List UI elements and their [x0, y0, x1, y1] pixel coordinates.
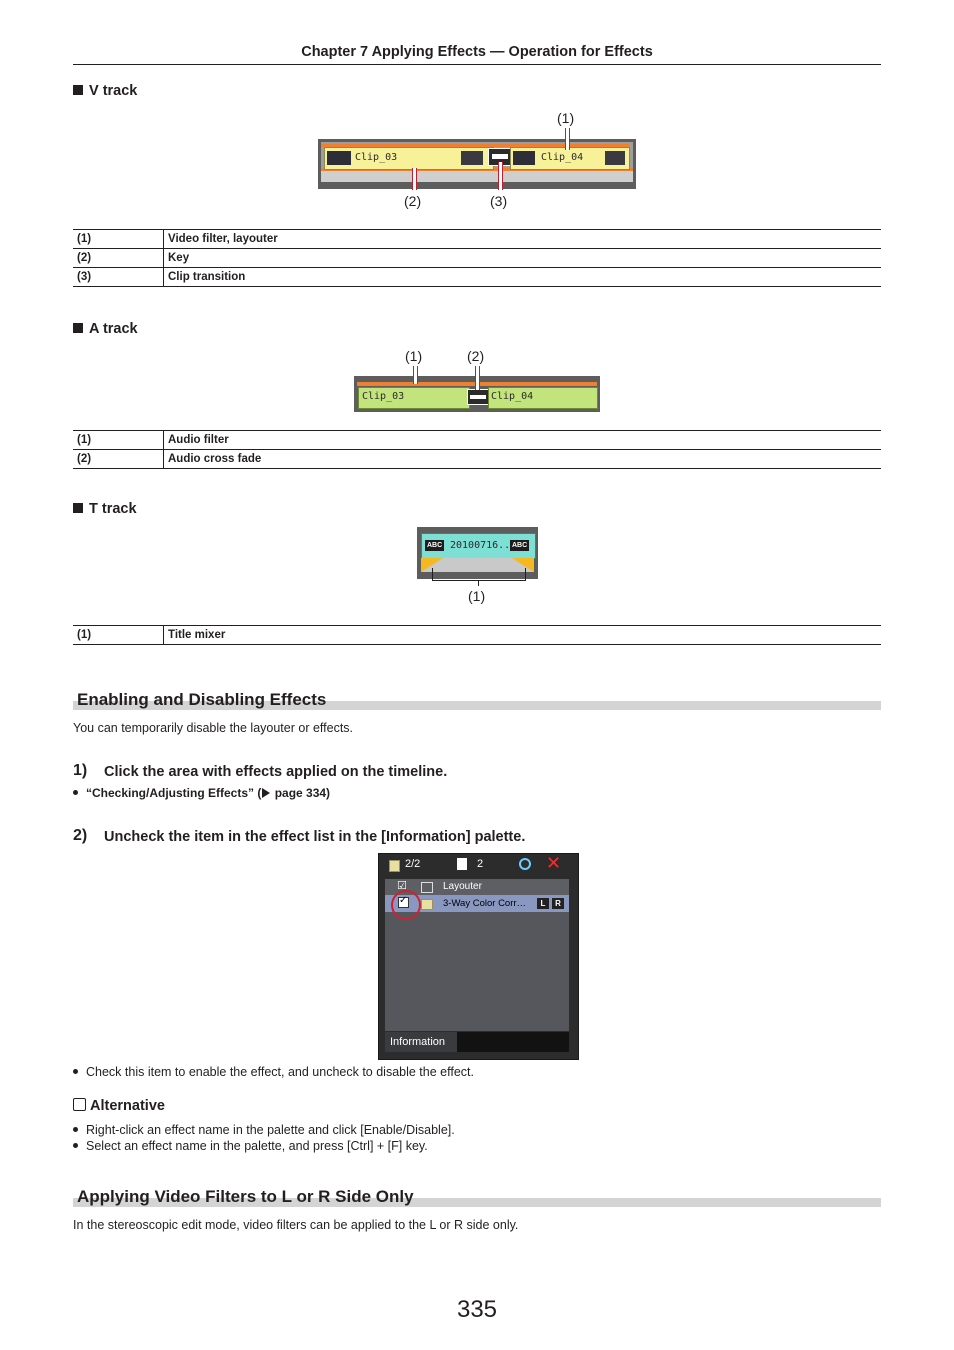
effect-list — [385, 879, 569, 1031]
section2-intro: In the stereoscopic edit mode, video filters can be applied to the L or R side only. — [73, 1218, 519, 1232]
table-row — [73, 431, 881, 450]
step-1-number: 1) — [73, 762, 88, 779]
vtrack-leader-2 — [412, 168, 417, 190]
alternative-item-1 — [73, 1123, 455, 1137]
alternative-item-2 — [73, 1139, 428, 1153]
atrack-clip-03[interactable] — [358, 387, 470, 409]
vtrack-heading-text: V track — [89, 83, 138, 99]
section-title-text: Enabling and Disabling Effects — [77, 690, 327, 709]
step-1-reference[interactable] — [73, 786, 330, 800]
row-label: Audio filter — [164, 431, 882, 450]
row-label: Clip transition — [164, 268, 882, 287]
clip-thumbnail-icon — [327, 151, 351, 165]
bullet-dot-icon — [73, 790, 78, 795]
page-arrow-icon — [262, 788, 270, 798]
clip-thumbnail-icon — [605, 151, 625, 165]
vtrack-leader-3 — [498, 162, 503, 190]
tab-information[interactable] — [385, 1032, 457, 1052]
vtrack-heading — [73, 83, 137, 99]
clip-thumbnail-icon — [513, 151, 535, 165]
bullet-dot-icon — [73, 1127, 78, 1132]
tab-information-label: Information — [390, 1036, 446, 1048]
alternative-text: Select an effect name in the palette, and press [Ctrl] + [F] key. — [86, 1139, 428, 1153]
effect-settings-icon[interactable] — [519, 858, 531, 870]
vtrack-clip-03-label: Clip_03 — [355, 152, 398, 163]
row-number: (1) — [73, 230, 164, 249]
vtrack-reference-table — [73, 229, 881, 287]
atrack-leader-1 — [413, 366, 418, 384]
row-label: Title mixer — [164, 626, 882, 645]
crossfade-bar — [470, 395, 486, 399]
check-mark-icon: ✓ — [399, 895, 408, 906]
vtrack-leader-1 — [565, 128, 570, 150]
vtrack-callout-3: (3) — [490, 193, 508, 209]
vtrack-clip-04-label: Clip_04 — [541, 152, 584, 163]
step-1-text: Click the area with effects applied on the timeline. — [104, 764, 448, 780]
ttrack-reference-table — [73, 625, 881, 645]
row-number: (1) — [73, 626, 164, 645]
vtrack-clip-03[interactable] — [324, 147, 494, 170]
atrack-clip-04-label: Clip_04 — [491, 391, 534, 402]
delete-icon[interactable]: ✕ — [546, 853, 562, 873]
row-number: (3) — [73, 268, 164, 287]
table-row — [73, 268, 881, 287]
title-badge-icon: ABC — [512, 542, 528, 549]
bullet-dot-icon — [73, 1069, 78, 1074]
square-bullet-icon — [73, 503, 83, 513]
title-badge-icon: ABC — [427, 542, 443, 549]
ttrack-callout-1: (1) — [468, 588, 486, 604]
vtrack-callout-1: (1) — [557, 110, 575, 126]
atrack-clip-03-label: Clip_03 — [362, 391, 405, 402]
palette-tab-bar — [385, 1032, 569, 1052]
palette-note — [73, 1065, 474, 1079]
ttrack-bracket — [432, 568, 526, 581]
square-bullet-icon — [73, 85, 83, 95]
atrack-callout-1: (1) — [405, 348, 423, 364]
palette-counter-effects: 2 — [477, 858, 484, 870]
clip-icon — [389, 860, 400, 872]
reference-link-text: “Checking/Adjusting Effects” ( — [86, 786, 262, 800]
ttrack-leader-1 — [478, 580, 479, 586]
row-number: (1) — [73, 431, 164, 450]
row-number: (2) — [73, 450, 164, 469]
atrack-clip-04[interactable] — [488, 387, 598, 409]
section-lr-filters-title — [73, 1187, 881, 1211]
atrack-callout-2: (2) — [467, 348, 485, 364]
alternative-text: Right-click an effect name in the palette and click [Enable/Disable]. — [86, 1123, 455, 1137]
checkbox-icon[interactable]: ☑ — [397, 880, 407, 892]
vtrack-callout-2: (2) — [404, 193, 422, 209]
list-icon[interactable] — [457, 858, 467, 870]
transition-bar — [492, 154, 508, 159]
layouter-label: Layouter — [443, 881, 482, 892]
alternative-icon — [73, 1098, 86, 1111]
row-label: Audio cross fade — [164, 450, 882, 469]
alternative-heading — [73, 1098, 165, 1114]
atrack-heading-text: A track — [89, 321, 138, 337]
clip-thumbnail-icon — [461, 151, 483, 165]
row-label: Video filter, layouter — [164, 230, 882, 249]
row-label: Key — [164, 249, 882, 268]
atrack-heading — [73, 321, 138, 337]
step-2-text: Uncheck the item in the effect list in the [Information] palette. — [104, 829, 526, 845]
highlight-circle — [391, 890, 421, 920]
effect-name-label: 3-Way Color Corr… — [443, 898, 527, 909]
palette-counter-clip: 2/2 — [405, 858, 421, 870]
square-bullet-icon — [73, 323, 83, 333]
bullet-dot-icon — [73, 1143, 78, 1148]
ttrack-clip-label: 20100716.. — [450, 540, 511, 551]
table-row — [73, 249, 881, 268]
page-number: 335 — [456, 1296, 498, 1323]
section1-intro: You can temporarily disable the layouter or effects. — [73, 721, 354, 735]
atrack-reference-table — [73, 430, 881, 469]
section-enabling-title — [73, 690, 881, 714]
layouter-icon — [421, 882, 433, 893]
section-title-text: Applying Video Filters to L or R Side Only — [77, 1187, 414, 1206]
reference-page-text: page 334) — [271, 786, 331, 800]
l-side-button[interactable]: L — [537, 898, 549, 909]
row-number: (2) — [73, 249, 164, 268]
vtrack-lower-band — [321, 170, 633, 182]
chapter-title: Chapter 7 Applying Effects — Operation for Effects — [301, 44, 653, 60]
chapter-header — [73, 44, 881, 65]
step-2-number: 2) — [73, 827, 88, 844]
vtrack-clip-04[interactable] — [510, 147, 630, 170]
table-row — [73, 230, 881, 249]
atrack-leader-2 — [475, 366, 480, 390]
ttrack-heading-text: T track — [89, 501, 137, 517]
information-palette — [378, 853, 579, 1060]
note-text: Check this item to enable the effect, and uncheck to disable the effect. — [86, 1065, 474, 1079]
alternative-title: Alternative — [90, 1098, 165, 1114]
palette-toolbar — [379, 854, 578, 878]
ttrack-heading — [73, 501, 137, 517]
video-filter-icon — [421, 899, 433, 910]
vtrack-timeline-figure — [318, 139, 636, 189]
table-row — [73, 450, 881, 469]
atrack-crossfade[interactable] — [467, 389, 489, 405]
table-row — [73, 626, 881, 645]
ttrack-title-clip[interactable] — [421, 533, 536, 559]
r-side-button[interactable]: R — [552, 898, 564, 909]
